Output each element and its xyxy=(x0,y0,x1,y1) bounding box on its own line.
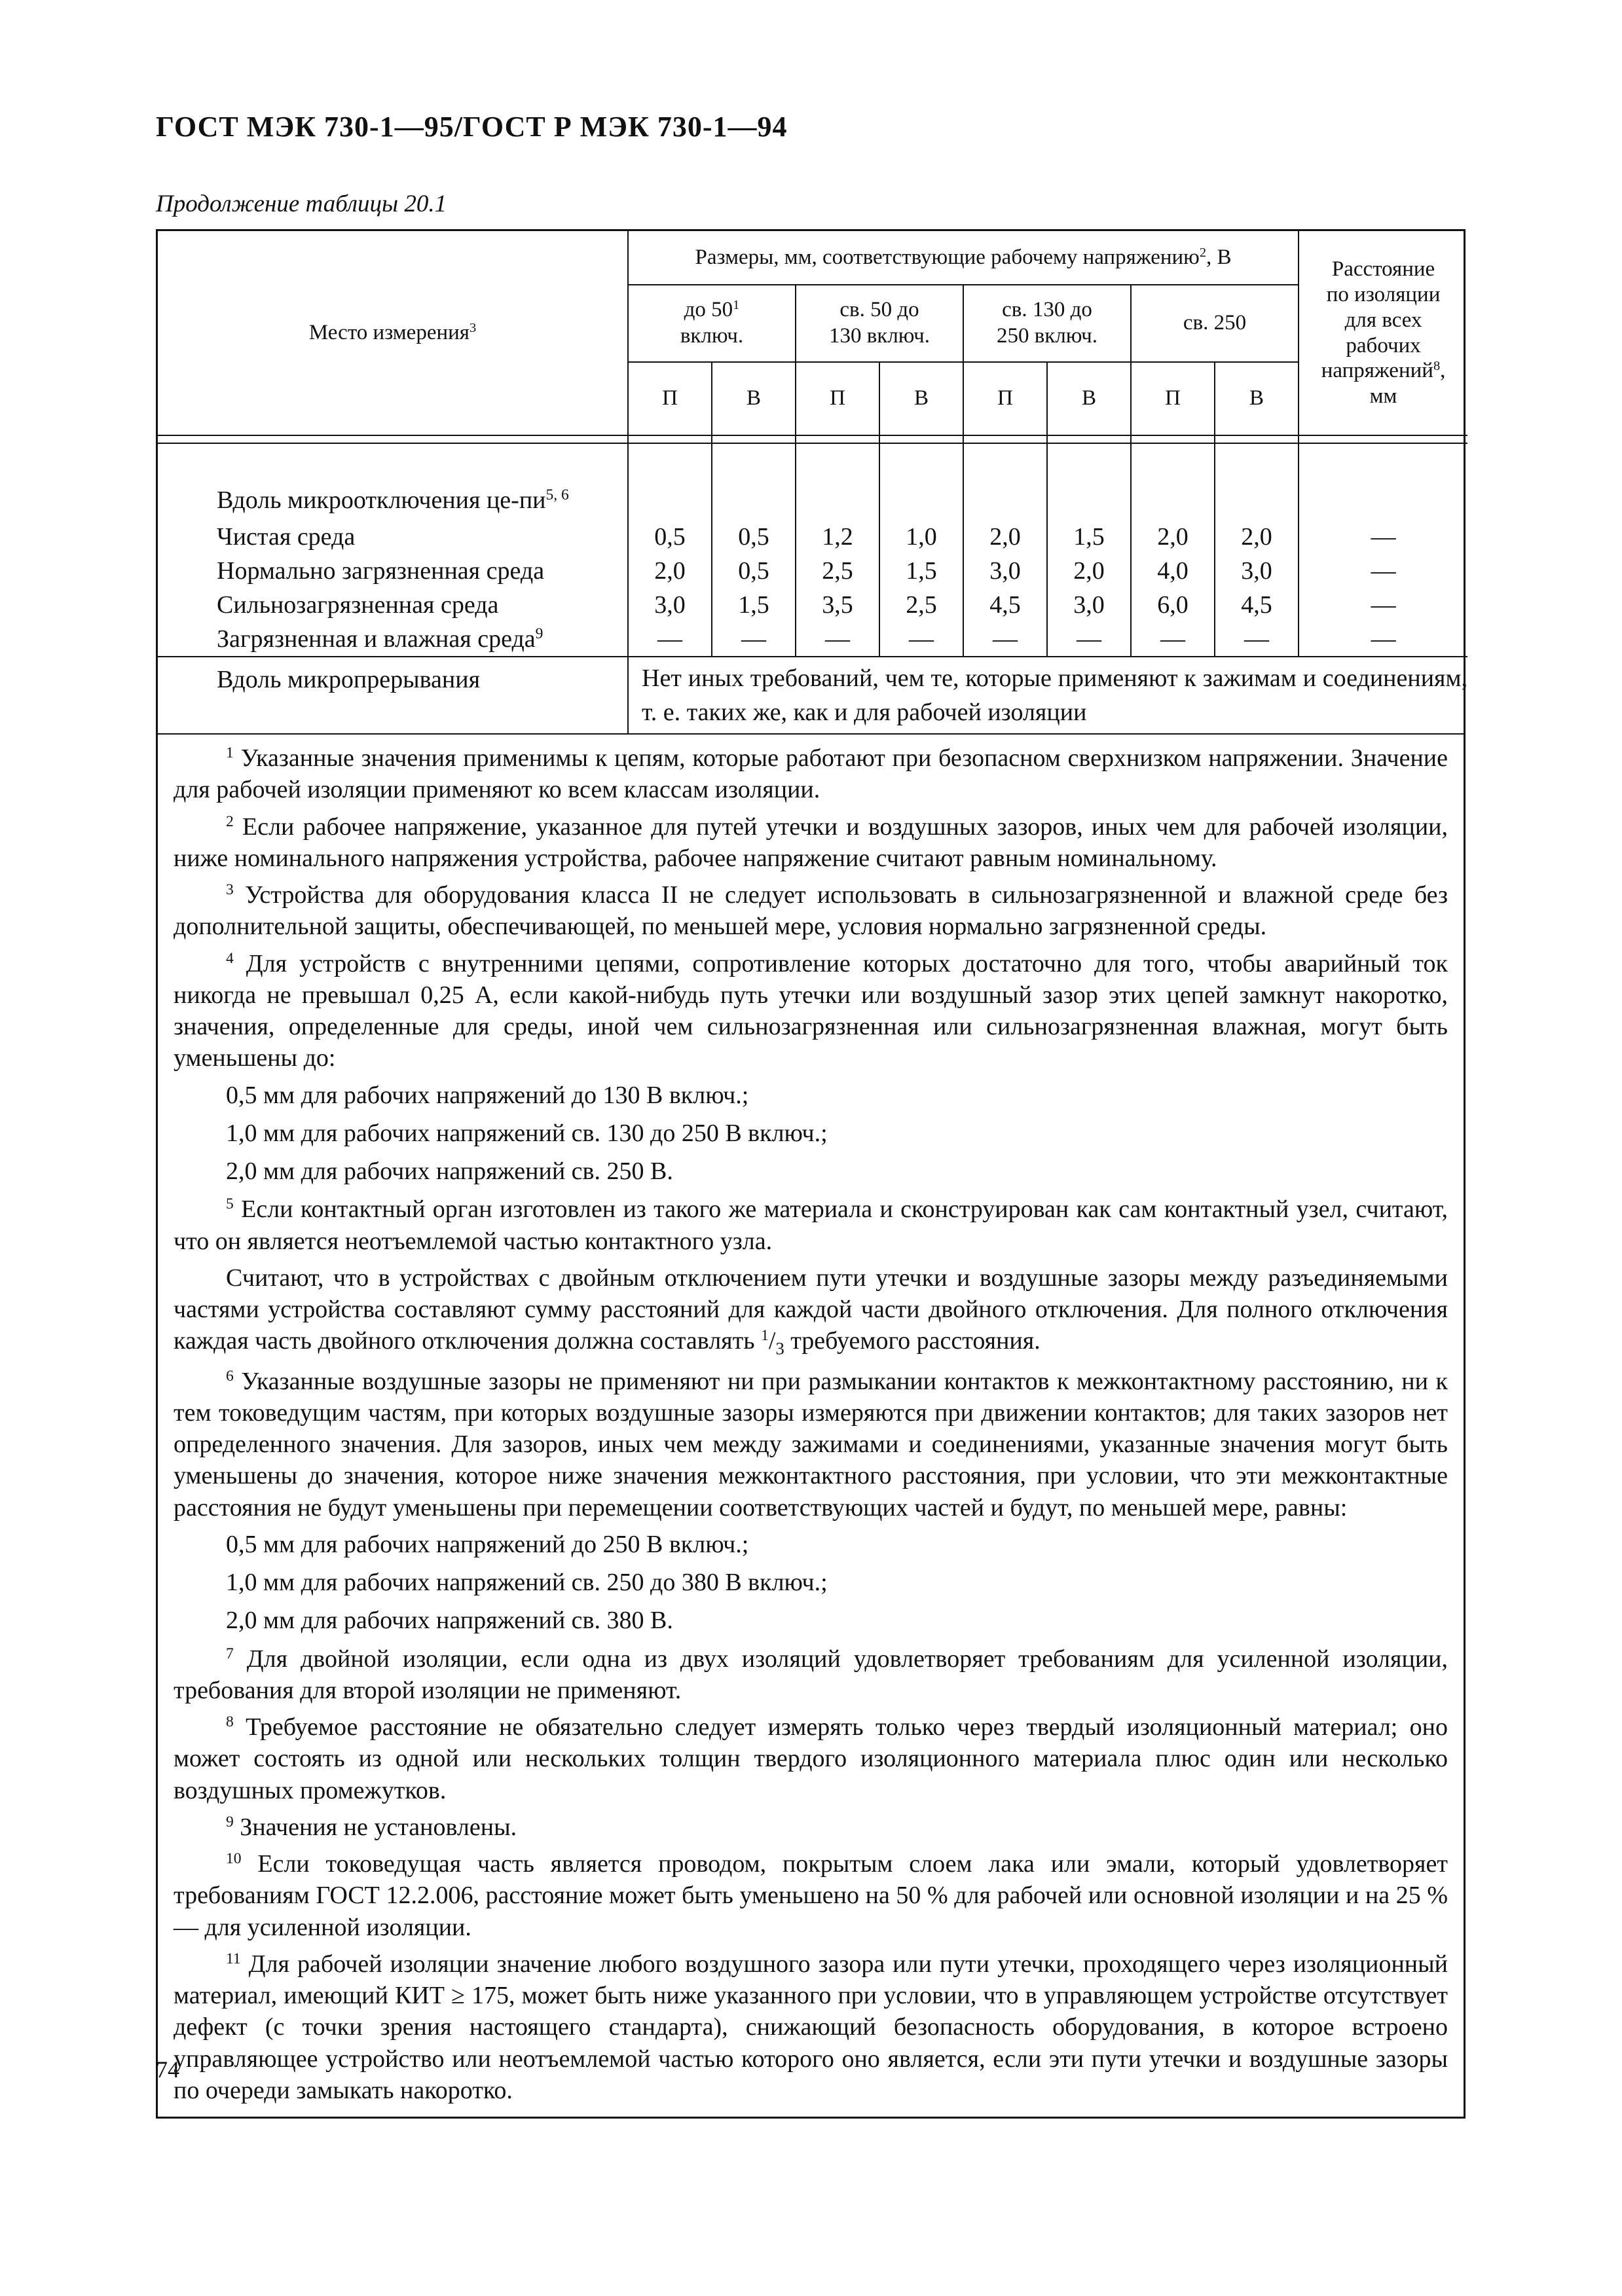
row-label: Нормально загрязненная среда xyxy=(158,554,628,588)
footnote-1: $^1$ Указанные значения применимы к цепям, которые работают при безопасном сверхнизком напряжении. Значение для рабочей изоляции применяют ко всем классам изоляции. xyxy=(174,744,1448,804)
table-row: Загрязненная и влажная среда$^9$ — — — — — — — — — xyxy=(158,622,1467,657)
footnote-7: $^7$ Для двойной изоляции, если одна из двух изоляций удовлетворяет требованиям для усиленной изоляции, требования для второй изоляции не применяют. xyxy=(174,1645,1448,1704)
table-20-1 xyxy=(156,229,1468,2119)
footnote-4-item: 1,0 мм для рабочих напряжений св. 130 до 250 В включ.; xyxy=(226,1119,828,1147)
header-location: Место измерения$^3$ xyxy=(158,231,628,435)
footnote-2: $^2$ Если рабочее напряжение, указанное для путей утечки и воздушных зазоров, иных чем для рабочей изоляции, ниже номинального напряжения устройства, рабочее напряжение считают равным номинальному. xyxy=(174,812,1448,872)
subheader-v: В xyxy=(1047,362,1131,435)
table-row: Нормально загрязненная среда 2,0 0,5 2,5 1,5 3,0 2,0 4,0 3,0 — xyxy=(158,554,1467,588)
footnote-10: $^{10}$ Если токоведущая часть является проводом, покрытым слоем лака или эмали, который удовлетворяет требованиям ГОСТ 12.2.006, расстояние может быть уменьшено на 50 % для рабочей или основной изоляции и на 25 % — для усиленной изоляции. xyxy=(174,1850,1448,1941)
table-caption: Продолжение таблицы 20.1 xyxy=(156,191,447,217)
footnote-4: $^4$ Для устройств с внутренними цепями, сопротивление которых достаточно для того, чтобы аварийный ток никогда не превышал 0,25 А, если какой-нибудь путь утечки или воздушный зазор этих цепей замкнут накоротко, значения, определенные для среды, иной чем сильнозагрязненная или сильнозагрязненная влажная, могут быть уменьшены до: xyxy=(174,949,1448,1072)
footnote-6-item: 2,0 мм для рабочих напряжений св. 380 В. xyxy=(226,1607,673,1635)
footnote-9: $^9$ Значения не установлены. xyxy=(226,1813,517,1841)
header-range-2: св. 50 до 130 включ. xyxy=(796,285,963,362)
table-row-micro xyxy=(158,657,1467,733)
footnote-8: $^8$ Требуемое расстояние не обязательно следует измерять только через твердый изоляционный материал; оно может состоять из одной или нескольких толщин твердого изоляционного материала плюс один или несколько воздушных промежутков. xyxy=(174,1713,1448,1804)
header-voltage-group: Размеры, мм, соответствующие рабочему напряжению$^2$, В xyxy=(628,231,1299,285)
table-row: Чистая среда 0,5 0,5 1,2 1,0 2,0 1,5 2,0 2,0 — xyxy=(158,520,1467,554)
row-label: Чистая среда xyxy=(158,520,628,554)
header-range-1: до $50^1$ включ. xyxy=(628,285,796,362)
row-label: Загрязненная и влажная среда$^9$ xyxy=(158,622,628,657)
footnote-5: $^5$ Если контактный орган изготовлен из такого же материала и сконструирован как сам контактный узел, считают, что он является неотъемлемой частью контактного узла. xyxy=(174,1195,1448,1255)
subheader-p: П xyxy=(963,362,1047,435)
header-all-voltages: Расстояние по изоляции для всех рабочих напряжений$^8$, мм xyxy=(1299,231,1467,435)
page-number: 74 xyxy=(156,2056,179,2083)
footnote-3: $^3$ Устройства для оборудования класса II не следует использовать в сильнозагрязненной и влажной среде без дополнительной защиты, обеспечивающей, по меньшей мере, условия нормально загрязненной среды. xyxy=(174,881,1448,941)
header-range-3: св. 130 до 250 включ. xyxy=(963,285,1131,362)
document-header: ГОСТ МЭК 730-1—95/ГОСТ Р МЭК 730-1—94 xyxy=(156,111,788,143)
table-footnotes xyxy=(158,733,1464,2117)
footnote-6-item: 0,5 мм для рабочих напряжений до 250 В включ.; xyxy=(226,1530,749,1558)
row-label: Вдоль микропрерывания xyxy=(158,657,628,733)
subheader-p: П xyxy=(796,362,879,435)
table-row-group-label xyxy=(158,443,1467,520)
subheader-v: В xyxy=(1215,362,1299,435)
table-row: Сильнозагрязненная среда 3,0 1,5 3,5 2,5 4,5 3,0 6,0 4,5 — xyxy=(158,588,1467,622)
row-label: Сильнозагрязненная среда xyxy=(158,588,628,622)
subheader-p: П xyxy=(628,362,712,435)
footnote-5-paragraph: Считают, что в устройствах с двойным отключением пути утечки и воздушные зазоры между разъединяемыми частями устройства составляют сумму расстояний для каждой части двойного отключения. Для полного отключения каждая часть двойного отключения должна составлять $^1/_3$ требуемого расстояния. xyxy=(174,1264,1448,1358)
subheader-p: П xyxy=(1131,362,1215,435)
header-range-4: св. 250 xyxy=(1131,285,1299,362)
row-label: Вдоль микроотключения це-пи$^{5, 6}$ xyxy=(158,443,628,520)
micro-requirement-text: Нет иных требований, чем те, которые применяют к зажимам и соединениям, т. е. таких же, как и для рабочей изоляции xyxy=(628,657,1467,733)
dimensions-table xyxy=(158,231,1467,733)
footnote-4-item: 0,5 мм для рабочих напряжений до 130 В включ.; xyxy=(226,1081,749,1109)
footnote-4-item: 2,0 мм для рабочих напряжений св. 250 В. xyxy=(226,1157,673,1185)
footnote-6: $^6$ Указанные воздушные зазоры не применяют ни при размыкании контактов к межконтактному расстоянию, ни к тем токоведущим частям, при которых воздушные зазоры измеряются при движении контактов; для таких зазоров нет определенного значения. Для зазоров, иных чем между зажимами и соединениями, указанные значения могут быть уменьшены до значения, которое ниже значения межконтактного расстояния, при условии, что эти межконтактные расстояния не будут уменьшены при перемещении соответствующих частей и будут, по меньшей мере, равны: xyxy=(174,1367,1448,1522)
footnote-6-item: 1,0 мм для рабочих напряжений св. 250 до 380 В включ.; xyxy=(226,1569,828,1597)
subheader-v: В xyxy=(712,362,796,435)
subheader-v: В xyxy=(879,362,963,435)
footnote-11: $^{11}$ Для рабочей изоляции значение любого воздушного зазора или пути утечки, проходящего через изоляционный материал, имеющий КИТ ≥ 175, может быть ниже указанного при условии, что в управляющем устройстве отсутствует дефект (с точки зрения настоящего стандарта), снижающий безопасность оборудования, в которое встроено управляющее устройство или неотъемлемой частью которого оно является, если эти пути утечки и воздушные зазоры по очереди замыкать накоротко. xyxy=(174,1950,1448,2104)
